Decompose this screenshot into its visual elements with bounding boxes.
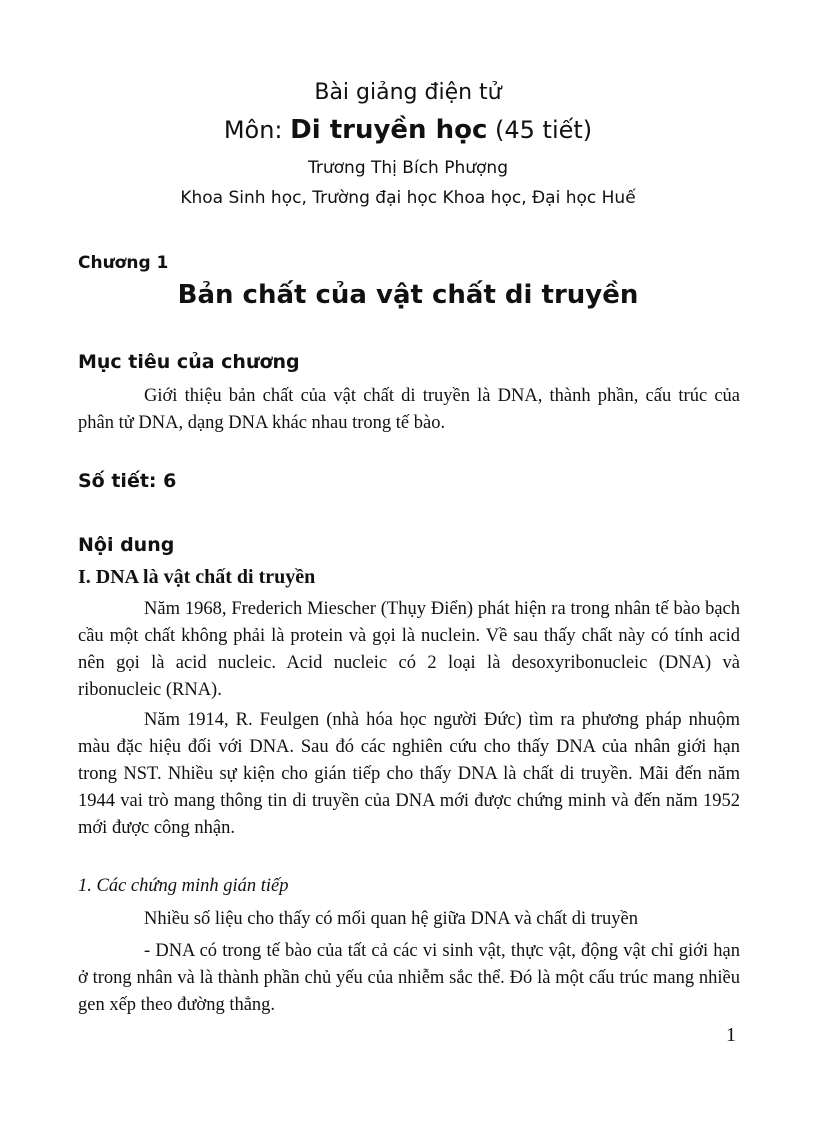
subsection-heading: 1. Các chứng minh gián tiếp bbox=[78, 876, 289, 896]
subject-line bbox=[0, 115, 816, 145]
periods-heading: Số tiết: 6 bbox=[78, 470, 177, 492]
content-heading: Nội dung bbox=[78, 534, 175, 556]
subject-name: Di truyền học bbox=[290, 115, 488, 145]
section-heading: I. DNA là vật chất di truyền bbox=[78, 566, 316, 588]
body-paragraph: Năm 1968, Frederich Miescher (Thụy Điển) phát hiện ra trong nhân tế bào bạch cầu một chất không phải là protein và gọi là nuclein. Về sau thấy chất này có tính acid nên gọi là acid nucleic. Acid nucleic có 2 loại là desoxyribonucleic (DNA) và ribonucleic (RNA). bbox=[78, 599, 740, 700]
objectives-heading: Mục tiêu của chương bbox=[78, 351, 300, 373]
body-paragraph: - DNA có trong tế bào của tất cả các vi sinh vật, thực vật, động vật chỉ giới hạn ở trong nhân và là thành phần chủ yếu của nhiễm sắc thể. Đó là một cấu trúc mang nhiều gen xếp theo đường thẳng. bbox=[78, 941, 740, 1015]
body-paragraph: Năm 1914, R. Feulgen (nhà hóa học người Đức) tìm ra phương pháp nhuộm màu đặc hiệu đối với DNA. Sau đó các nghiên cứu cho thấy DNA của nhân giới hạn trong NST. Nhiều sự kiện cho gián tiếp cho thấy DNA là chất di truyền. Mãi đến năm 1944 vai trò mang thông tin di truyền của DNA mới được chứng minh và đến năm 1952 mới được công nhận. bbox=[78, 710, 740, 838]
lecture-label: Bài giảng điện tử bbox=[314, 80, 502, 105]
objectives-paragraph: Giới thiệu bản chất của vật chất di truyền là DNA, thành phần, cấu trúc của phân tử DNA, dạng DNA khác nhau trong tế bào. bbox=[78, 386, 740, 433]
chapter-title: Bản chất của vật chất di truyền bbox=[177, 280, 639, 310]
author-affiliation: Khoa Sinh học, Trường đại học Khoa học, Đại học Huế bbox=[180, 188, 636, 208]
page-number: 1 bbox=[726, 1024, 736, 1046]
subject-hours: (45 tiết) bbox=[487, 116, 593, 144]
author-name: Trương Thị Bích Phượng bbox=[308, 158, 508, 178]
subject-prefix: Môn: bbox=[223, 116, 291, 144]
body-paragraph: Nhiều số liệu cho thấy có mối quan hệ giữa DNA và chất di truyền bbox=[144, 909, 638, 929]
chapter-label: Chương 1 bbox=[78, 253, 169, 273]
